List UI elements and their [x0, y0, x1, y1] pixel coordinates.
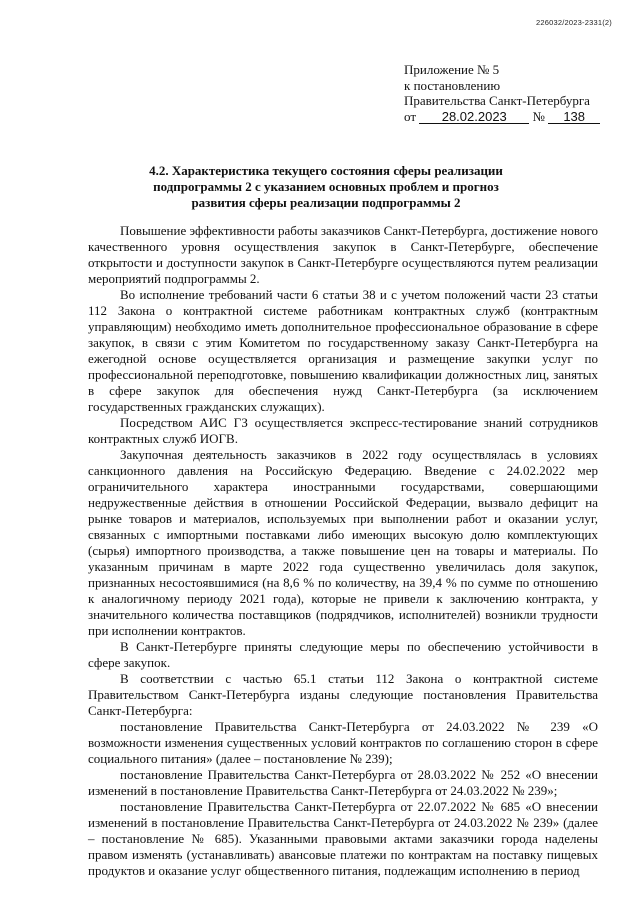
registration-number: 226032/2023-2331(2)	[536, 18, 612, 27]
section-heading	[120, 163, 532, 211]
heading-line-2: подпрограммы 2 с указанием основных проблем и прогноз	[153, 179, 499, 194]
from-label: от	[404, 108, 417, 124]
paragraph-resolutions-intro: В соответствии с частью 65.1 статьи 112 Закона о контрактной системе Правительством Санкт-Петербурга изданы следующие постановления Правительства Санкт-Петербурга:	[88, 671, 598, 718]
appendix-block	[404, 62, 614, 124]
resolution-number: 138	[548, 110, 600, 124]
resolution-date: 28.02.2023	[419, 110, 529, 124]
paragraph-resolution-252: постановление Правительства Санкт-Петербурга от 28.03.2022 № 252 «О внесении изменений в постановление Правительства Санкт-Петербурга от 24.03.2022 № 239»;	[88, 767, 598, 798]
paragraph-resolution-239: постановление Правительства Санкт-Петербурга от 24.03.2022 № 239 «О возможности изменения существенных условий контрактов по соглашению сторон в сфере социального питания» (далее – постановление № 239);	[88, 719, 598, 766]
paragraph-measures: В Санкт-Петербурге приняты следующие меры по обеспечению устойчивости в сфере закупок.	[88, 639, 598, 670]
number-label: №	[532, 108, 545, 124]
appendix-government: Правительства Санкт-Петербурга	[404, 93, 590, 108]
paragraph-testing: Посредством АИС ГЗ осуществляется экспресс-тестирование знаний сотрудников контрактных служб ИОГВ.	[88, 415, 598, 446]
document-body	[88, 223, 598, 879]
appendix-title: Приложение № 5	[404, 62, 500, 77]
paragraph-sanctions: Закупочная деятельность заказчиков в 2022 году осуществлялась в условиях санкционного давления на Российскую Федерацию. Введение с 24.02.2022 мер ограничительного характера иностранными государствами, совершающими недружественные действия в отношении Российской Федерации, вызвало дефицит на рынке товаров и материалов, используемых при выполнении работ и оказании услуг, связанных с импортными поставками либо имеющих высокую долю комплектующих (сырья) импортного производства, а также повышение цен на товары и материалы. По указанным причинам в марте 2022 года существенно увеличилась доля закупок, признанных несостоявшимися (на 8,6 % по количеству, на 39,4 % по сумме по отношению к аналогичному периоду 2021 года), которые не привели к заключению контракта, у значительного количества поставщиков (подрядчиков, исполнителей) возникли трудности при исполнении контрактов.	[88, 447, 598, 638]
heading-line-3: развития сферы реализации подпрограммы 2	[191, 195, 461, 210]
paragraph-training: Во исполнение требований части 6 статьи 38 и с учетом положений части 23 статьи 112 Закона о контрактной системе работникам контрактных служб (контрактным управляющим) необходимо иметь дополнительное профессиональное образование в сфере закупок, в связи с этим Комитетом по государственному заказу Санкт-Петербурга на ежегодной основе осуществляется организация и размещение закупки услуг по профессиональной переподготовке, повышению квалификации должностных лиц, занятых в сфере закупок для обеспечения нужд Санкт-Петербурга (за исключением государственных гражданских служащих).	[88, 287, 598, 414]
appendix-to-resolution: к постановлению	[404, 77, 501, 93]
paragraph-resolution-685: постановление Правительства Санкт-Петербурга от 22.07.2022 № 685 «О внесении изменений в постановление Правительства Санкт-Петербурга от 24.03.2022 № 239» (далее – постановление № 685). Указанными правовыми актами заказчики города наделены правом изменять (устанавливать) авансовые платежи по контрактам на поставку пищевых продуктов и оказание услуг общественного питания, подлежащим исполнению в период	[88, 799, 598, 878]
appendix-date-number-line	[404, 109, 614, 125]
heading-line-1: 4.2. Характеристика текущего состояния сферы реализации	[149, 163, 503, 178]
paragraph-efficiency: Повышение эффективности работы заказчиков Санкт-Петербурга, достижение нового качественного уровня осуществления закупок в Санкт-Петербурге, обеспечение открытости и доступности закупок в Санкт-Петербурге осуществляются путем реализации мероприятий подпрограммы 2.	[88, 223, 598, 286]
